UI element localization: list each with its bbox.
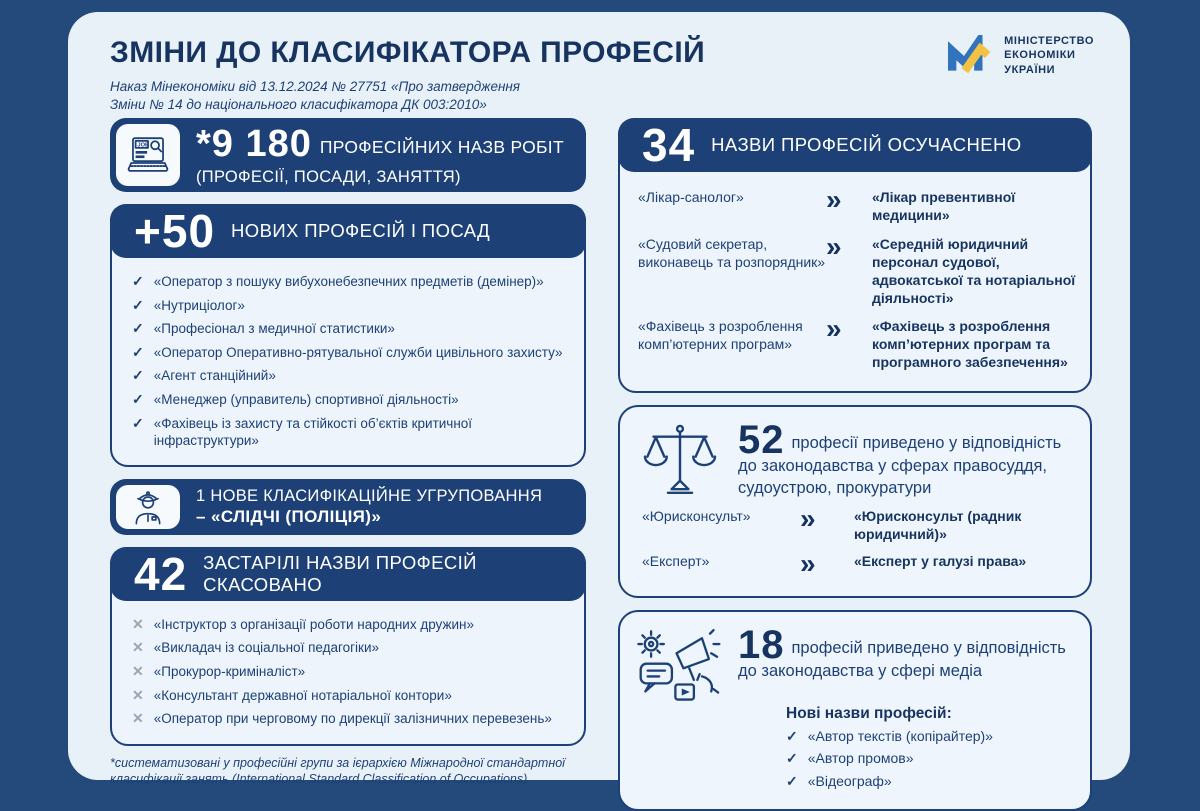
media-communications-icon xyxy=(636,625,724,703)
check-icon: ✓ xyxy=(132,391,144,408)
list-item: ✕ «Оператор при черговому по дирекції залізничних перевезень» xyxy=(132,710,552,727)
modernized-number: 34 xyxy=(642,119,696,171)
check-icon: ✓ xyxy=(786,773,798,790)
chevron-right-icon: » xyxy=(826,313,842,345)
jobs-total-label-1: ПРОФЕСІЙНИХ НАЗВ РОБІТ xyxy=(319,137,564,157)
list-item: ✓ «Автор промов» xyxy=(786,750,914,767)
list-item: ✓ «Нутриціолог» xyxy=(132,296,245,313)
cross-icon: ✕ xyxy=(132,710,144,727)
chevron-right-icon: » xyxy=(826,230,842,262)
check-icon: ✓ xyxy=(786,750,798,767)
modernized-pairs xyxy=(620,172,1090,391)
logo-line-1: МІНІСТЕРСТВО xyxy=(1004,35,1094,47)
list-item: ✓ «Агент станційний» xyxy=(132,367,276,384)
modernized-label: НАЗВИ ПРОФЕСІЙ ОСУЧАСНЕНО xyxy=(711,134,1022,156)
cross-icon: ✕ xyxy=(132,686,144,703)
cancelled-professions-header xyxy=(110,547,586,601)
new-name: «Фахівець з розроблення комп’ютерних програм та програмного забезпечення» xyxy=(872,318,1068,371)
new-group-stat xyxy=(110,479,586,535)
list-item: ✕ «Консультант державної нотаріальної контори» xyxy=(132,686,452,703)
cancelled-professions-list xyxy=(112,601,584,744)
media-text: професій приведено у відповідність до законодавства у сфері медіа xyxy=(738,638,1066,680)
check-icon: ✓ xyxy=(132,367,144,384)
chevron-right-icon: » xyxy=(826,184,842,215)
old-name: «Експерт» xyxy=(642,552,710,569)
media-box xyxy=(618,610,1092,811)
rename-pair xyxy=(638,184,1076,225)
jobs-total-number: *9 180 xyxy=(196,123,312,165)
cancelled-label xyxy=(203,552,477,595)
justice-lead-row xyxy=(636,420,1074,499)
job-search-icon xyxy=(116,124,180,186)
media-new-names xyxy=(786,705,1074,791)
ministry-logo-mark-icon xyxy=(948,35,994,75)
new-group-line-2: – «СЛІДЧІ (ПОЛІЦІЯ)» xyxy=(196,507,382,527)
old-name: «Судовий секретар, виконавець та розпорядник» xyxy=(638,235,826,270)
police-officer-icon xyxy=(116,485,180,529)
rename-pair xyxy=(638,313,1076,372)
list-item: ✓ «Оператор з пошуку вибухонебезпечних предметів (демінер)» xyxy=(132,272,544,289)
media-subheading: Нові назви професій: xyxy=(786,704,952,722)
justice-number: 52 xyxy=(738,418,785,463)
cancelled-label-2: СКАСОВАНО xyxy=(203,573,322,595)
footnote-line-1: *систематизовані у професійні групи за ієрархією Міжнародної стандартної xyxy=(110,755,565,770)
page-title: ЗМІНИ ДО КЛАСИФІКАТОРА ПРОФЕСІЙ xyxy=(110,36,706,69)
ministry-logo-text xyxy=(1004,34,1094,77)
new-professions-panel xyxy=(110,204,586,467)
right-column xyxy=(618,118,1092,811)
subtitle-line-1: Наказ Мінекономіки від 13.12.2024 № 27751 «Про затвердження xyxy=(110,79,521,94)
rename-pair xyxy=(642,503,1074,544)
check-icon: ✓ xyxy=(132,272,144,289)
list-item: ✓ «Менеджер (управитель) спортивної діяльності» xyxy=(132,391,459,408)
header xyxy=(110,36,810,114)
cancelled-number: 42 xyxy=(134,547,188,600)
justice-text: професії приведено у відповідність до законодавства у сферах правосуддя, судоустрою, прокуратури xyxy=(738,434,1062,497)
justice-lead xyxy=(738,420,1074,499)
cancelled-label-1: ЗАСТАРІЛІ НАЗВИ ПРОФЕСІЙ xyxy=(203,552,477,574)
jobs-total-text xyxy=(196,124,572,186)
new-professions-header xyxy=(110,204,586,258)
footnote-line-2: класифікації занять (International Standard Classification of Occupations) xyxy=(110,772,528,787)
new-name: «Середній юридичний персонал судової, адвокатської та нотаріальної діяльності» xyxy=(872,235,1076,306)
scales-of-justice-icon xyxy=(636,420,724,494)
logo-line-3: УКРАЇНИ xyxy=(1004,63,1056,76)
check-icon: ✓ xyxy=(786,727,798,744)
cross-icon: ✕ xyxy=(132,662,144,679)
justice-box xyxy=(618,405,1092,598)
media-lead-row xyxy=(636,622,1074,703)
old-name: «Юрисконсульт» xyxy=(642,508,751,525)
new-name: «Юрисконсульт (радник юридичний)» xyxy=(854,508,1022,542)
list-item: ✓ «Автор текстів (копірайтер)» xyxy=(786,727,993,744)
subtitle-line-2: Зміни № 14 до національного класифікатора ДК 003:2010» xyxy=(110,97,487,113)
modernized-panel xyxy=(618,118,1092,393)
footnote xyxy=(110,755,586,788)
justice-pairs xyxy=(636,503,1074,579)
rename-pair xyxy=(642,547,1074,579)
old-name: «Фахівець з розроблення комп’ютерних програм» xyxy=(638,318,803,353)
new-professions-label: НОВИХ ПРОФЕСІЙ І ПОСАД xyxy=(231,220,491,242)
list-item: ✓ «Фахівець із захисту та стійкості об’єктів критичної інфраструктури» xyxy=(132,414,473,448)
media-number: 18 xyxy=(738,622,785,667)
jobs-total-stat xyxy=(110,118,586,192)
cancelled-professions-panel xyxy=(110,547,586,746)
new-professions-list xyxy=(112,258,584,465)
jobs-total-label-2: (ПРОФЕСІЇ, ПОСАДИ, ЗАНЯТТЯ) xyxy=(196,167,461,186)
check-icon: ✓ xyxy=(132,320,144,337)
list-item: ✕ «Інструктор з організації роботи народних дружин» xyxy=(132,615,474,632)
new-group-text xyxy=(196,486,548,528)
ministry-logo xyxy=(948,34,1094,77)
check-icon: ✓ xyxy=(132,296,144,313)
check-icon: ✓ xyxy=(132,343,144,360)
media-lead xyxy=(738,622,1074,682)
new-professions-number: +50 xyxy=(134,204,216,257)
check-icon: ✓ xyxy=(132,414,144,431)
list-item: ✕ «Прокурор-криміналіст» xyxy=(132,662,306,679)
logo-line-2: ЕКОНОМІКИ xyxy=(1004,49,1076,62)
chevron-right-icon: » xyxy=(800,547,816,579)
list-item: ✓ «Оператор Оперативно-рятувальної служби цивільного захисту» xyxy=(132,343,563,360)
new-name: «Експерт у галузі права» xyxy=(854,552,1027,569)
cross-icon: ✕ xyxy=(132,639,144,656)
rename-pair xyxy=(638,230,1076,308)
new-group-line-1: 1 НОВЕ КЛАСИФІКАЦІЙНЕ УГРУПОВАННЯ xyxy=(196,486,543,505)
list-item: ✓ «Відеограф» xyxy=(786,773,892,790)
svg-text:JOB: JOB xyxy=(137,142,150,149)
chevron-right-icon: » xyxy=(800,503,816,535)
content-card xyxy=(68,12,1130,790)
list-item: ✕ «Викладач із соціальної педагогіки» xyxy=(132,639,379,656)
list-item: ✓ «Професіонал з медичної статистики» xyxy=(132,320,395,337)
old-name: «Лікар-санолог» xyxy=(638,189,744,205)
subtitle xyxy=(110,78,810,114)
left-column xyxy=(110,118,586,788)
modernized-header xyxy=(618,118,1092,172)
cross-icon: ✕ xyxy=(132,615,144,632)
new-name: «Лікар превентивної медицини» xyxy=(872,189,1016,223)
